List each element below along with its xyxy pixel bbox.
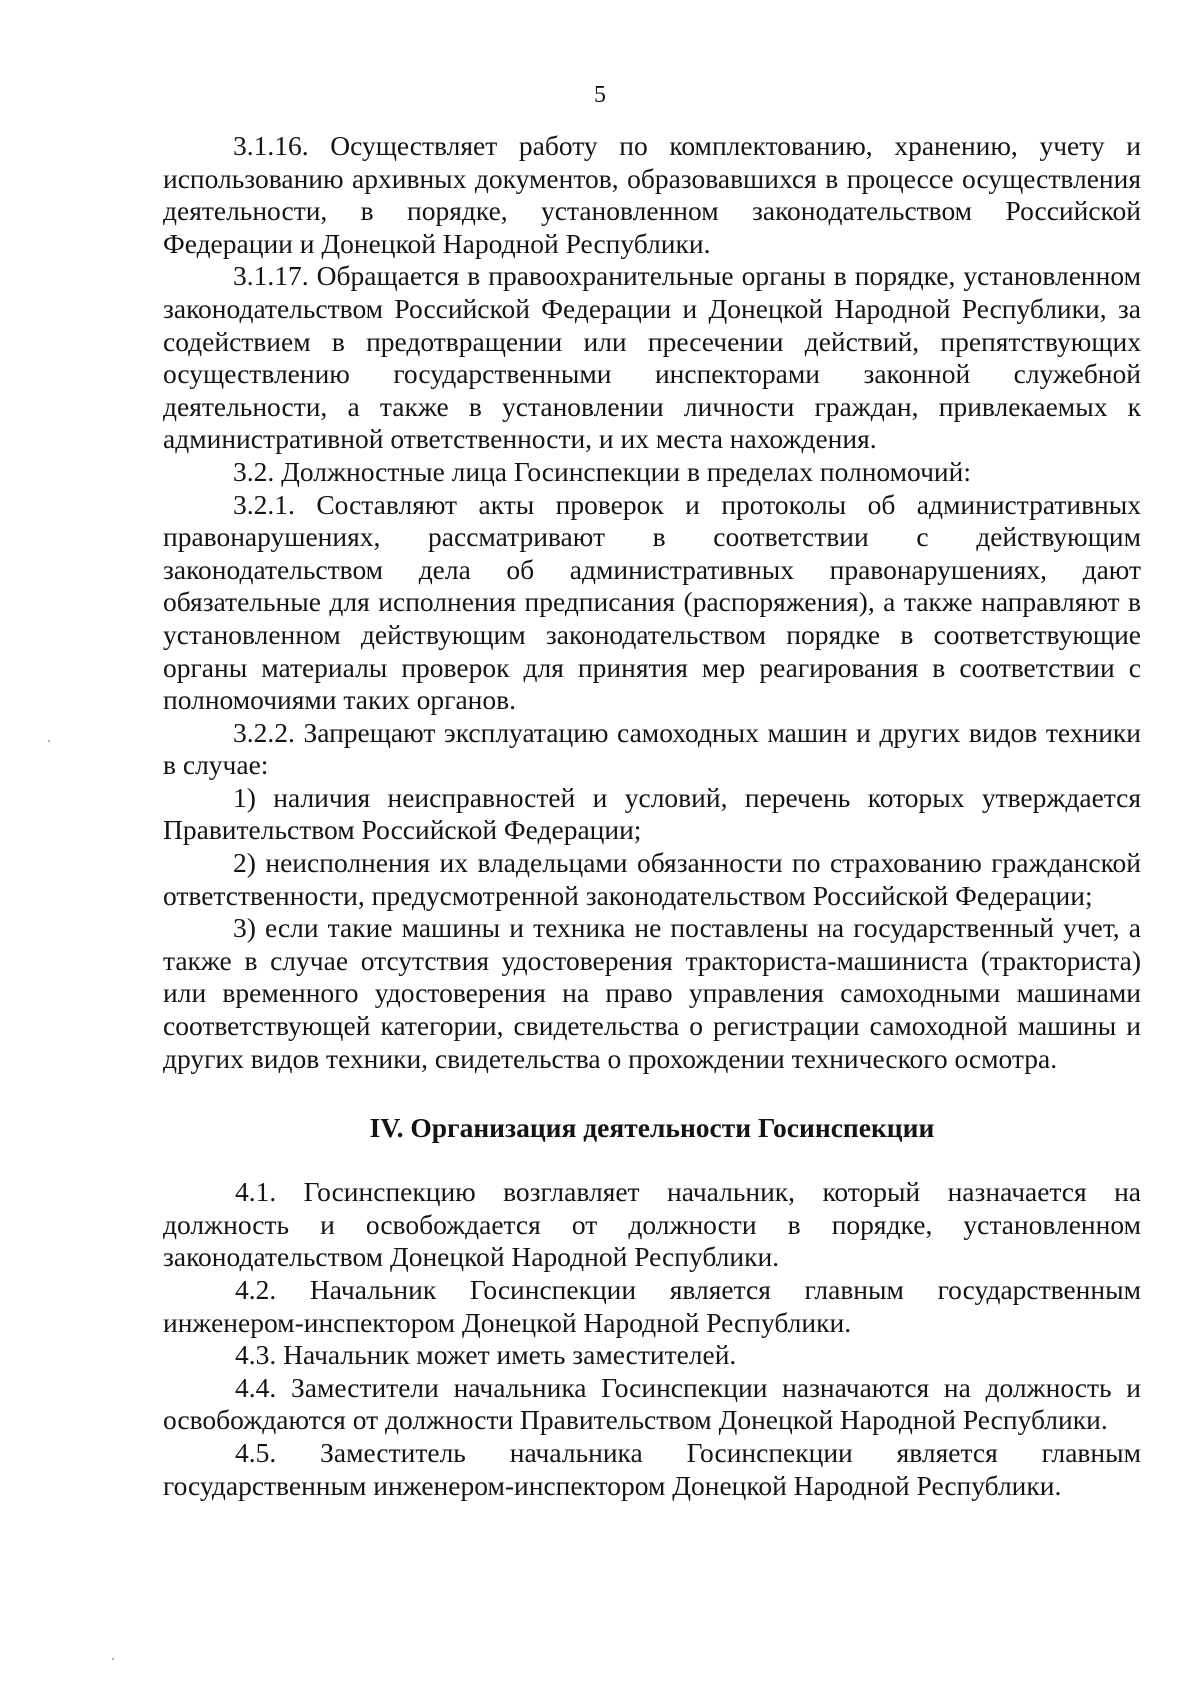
scan-speck <box>112 1658 114 1660</box>
paragraph-4-2: 4.2. Начальник Госинспекции является главным государственным инженером-инспектором Донецкой Народной Республики. <box>163 1274 1141 1338</box>
page-number: 5 <box>594 82 606 108</box>
paragraph-3-2-1: 3.2.1. Составляют акты проверок и протоколы об административных правонарушениях, рассматривают в соответствии с действующим законодательством дела об административных правонарушениях, дают обязательные для исполнения предписания (распоряжения), а также направляют в установленном действующим законодательством порядке в соответствующие органы материалы проверок для принятия мер реагирования в соответствии с полномочиями таких органов. <box>163 488 1141 716</box>
document-body <box>163 130 1141 1502</box>
scan-speck <box>48 740 50 742</box>
paragraph-3-2: 3.2. Должностные лица Госинспекции в пределах полномочий: <box>233 455 971 487</box>
paragraph-3-2-2: 3.2.2. Запрещают эксплуатацию самоходных машин и других видов техники в случае: <box>163 716 1141 781</box>
paragraph-4-5: 4.5. Заместитель начальника Госинспекции является главным государственным инженером-инспектором Донецкой Народной Республики. <box>163 1436 1141 1501</box>
paragraph-4-3: 4.3. Начальник может иметь заместителей. <box>235 1339 737 1371</box>
section-4-text <box>163 1176 1141 1502</box>
list-item-1: 1) наличия неисправностей и условий, перечень которых утверждается Правительством Российской Федерации; <box>163 781 1141 846</box>
paragraph-4-4: 4.4. Заместители начальника Госинспекции назначаются на должность и освобождаются от должности Правительством Донецкой Народной Республики. <box>163 1371 1141 1436</box>
paragraph-3-1-17: 3.1.17. Обращается в правоохранительные органы в порядке, установленном законодательством Российской Федерации и Донецкой Народной Республики, за содействием в предотвращении или пресечении действий, препятствующих осуществлению государственными инспекторами законной служебной деятельности, а также в установлении личности граждан, привлекаемых к административной ответственности, и их места нахождения. <box>163 260 1141 455</box>
paragraph-4-1: 4.1. Госинспекцию возглавляет начальник, который назначается на должность и освобождается от должности в порядке, установленном законодательством Донецкой Народной Республики. <box>163 1176 1141 1273</box>
paragraph-3-1-16: 3.1.16. Осуществляет работу по комплектованию, хранению, учету и использованию архивных документов, образовавшихся в процессе осуществления деятельности, в порядке, установленном законодательством Российской Федерации и Донецкой Народной Республики. <box>163 130 1141 259</box>
section-3-text <box>163 130 1141 1075</box>
list-item-2: 2) неисполнения их владельцами обязанности по страхованию гражданской ответственности, предусмотренной законодательством Российской Федерации; <box>163 847 1141 911</box>
section-4-heading: IV. Организация деятельности Госинспекции <box>369 1112 935 1144</box>
list-item-3: 3) если такие машины и техника не поставлены на государственный учет, а также в случае отсутствия удостоверения тракториста-машиниста (тракториста) или временного удостоверения на право управления самоходными машинами соответствующей категории, свидетельства о регистрации самоходной машины и других видов техники, свидетельства о прохождении технического осмотра. <box>163 912 1141 1074</box>
